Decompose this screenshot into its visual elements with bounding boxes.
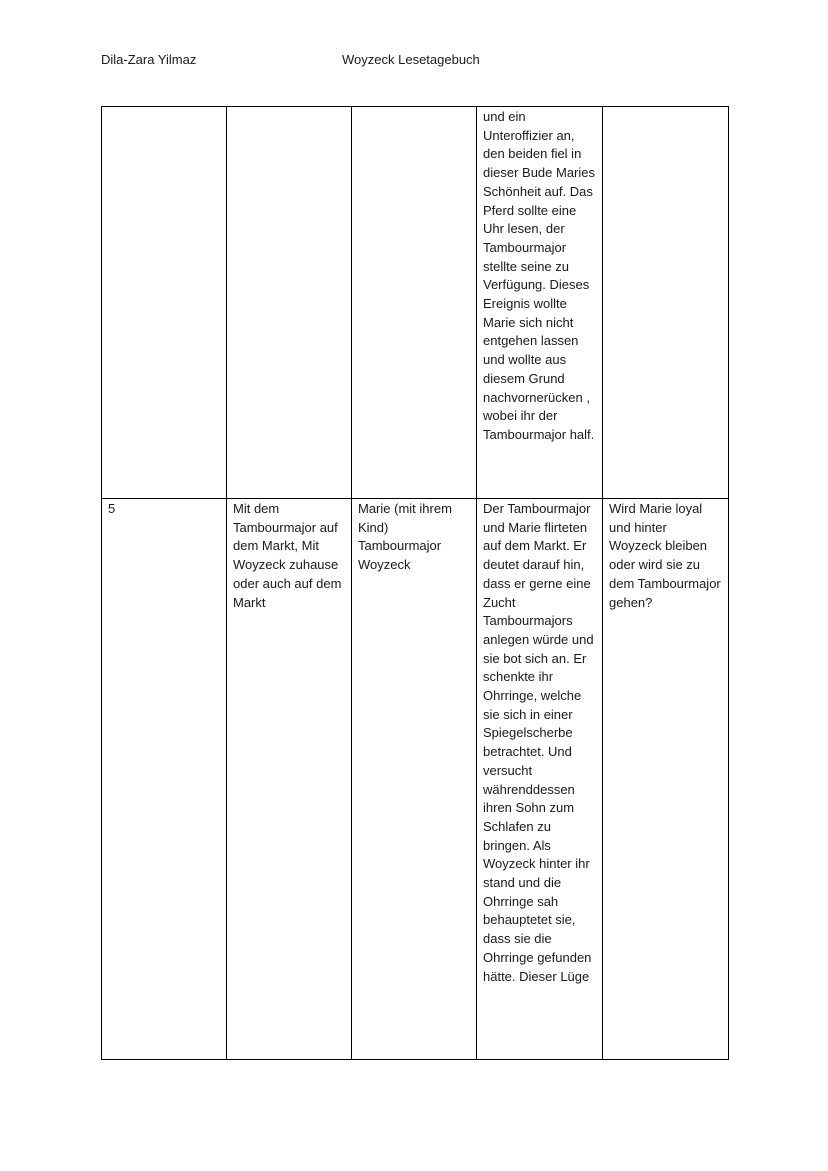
question-cell: Wird Marie loyal und hinter Woyzeck bleiben oder wird sie zu dem Tambourmajor gehen? <box>603 499 729 1060</box>
place-cell <box>227 107 352 499</box>
reading-journal-table <box>101 106 729 1060</box>
table-row <box>102 107 729 499</box>
scene-number-cell: 5 <box>102 499 227 1060</box>
scene-number-cell <box>102 107 227 499</box>
table-row <box>102 499 729 1060</box>
people-cell <box>352 107 477 499</box>
document-title: Woyzeck Lesetagebuch <box>342 52 480 67</box>
author-name: Dila-Zara Yilmaz <box>101 52 197 67</box>
page-header <box>101 52 728 70</box>
content-cell: und ein Unteroffizier an, den beiden fiel in dieser Bude Maries Schönheit auf. Das Pferd sollte eine Uhr lesen, der Tambourmajor stellte seine zu Verfügung. Dieses Ereignis wollte Marie sich nicht entgehen lassen und wollte aus diesem Grund nachvornerücken , wobei ihr der Tambourmajor half. <box>477 107 603 499</box>
content-cell: Der Tambourmajor und Marie flirteten auf dem Markt. Er deutet darauf hin, dass er gerne eine Zucht Tambourmajors anlegen würde und sie bot sich an. Er schenkte ihr Ohrringe, welche sie sich in einer Spiegelscherbe betrachtet. Und versucht währenddessen ihren Sohn zum Schlafen zu bringen. Als Woyzeck hinter ihr stand und die Ohrringe sah behauptetet sie, dass sie die Ohrringe gefunden hätte. Dieser Lüge <box>477 499 603 1060</box>
place-cell: Mit dem Tambourmajor auf dem Markt, Mit Woyzeck zuhause oder auch auf dem Markt <box>227 499 352 1060</box>
question-cell <box>603 107 729 499</box>
people-cell: Marie (mit ihrem Kind) Tambourmajor Woyzeck <box>352 499 477 1060</box>
